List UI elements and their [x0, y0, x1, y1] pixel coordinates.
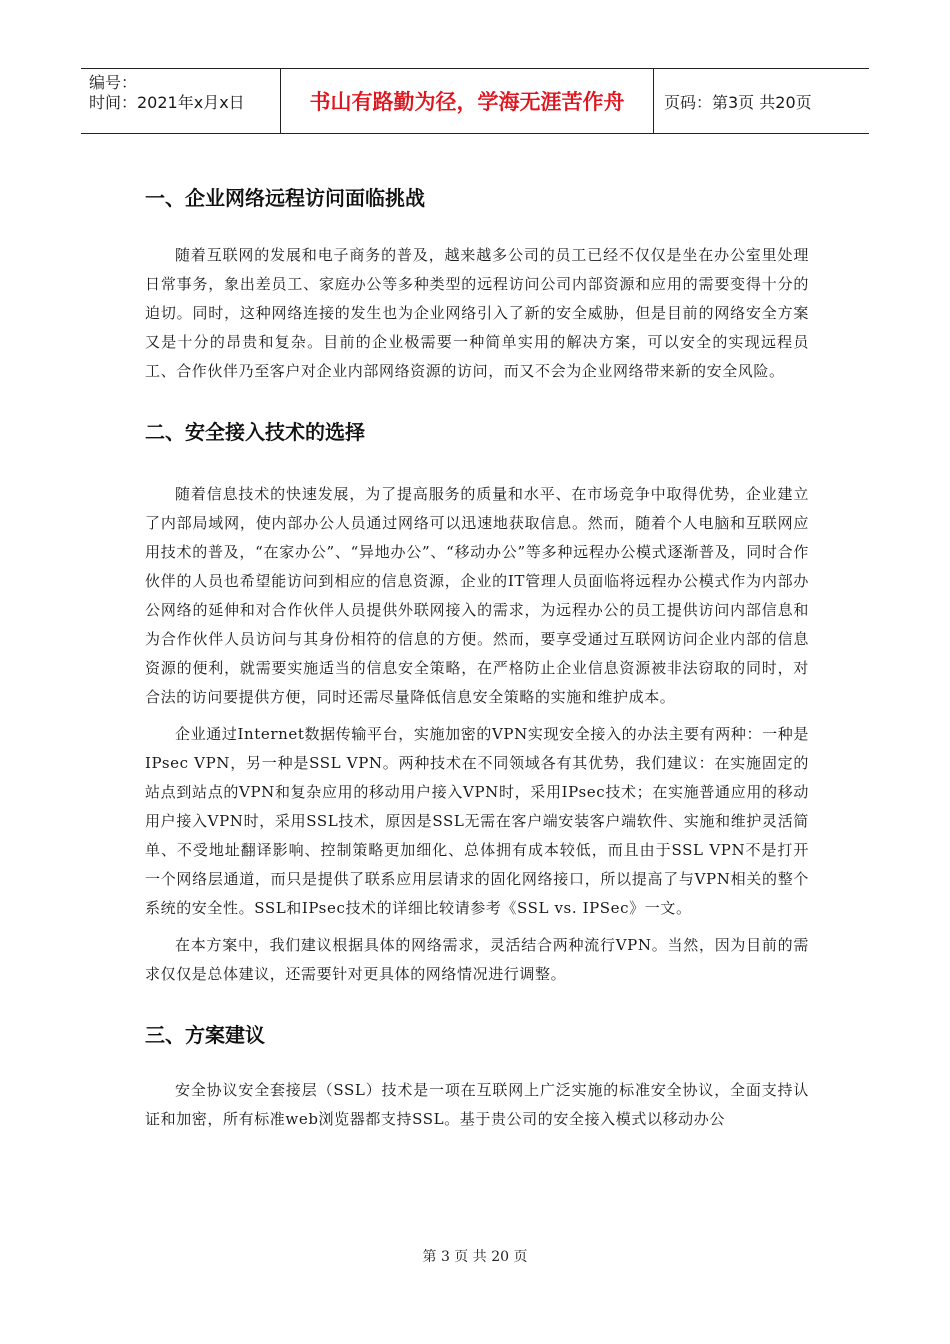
paragraph: 企业通过Internet数据传输平台，实施加密的VPN实现安全接入的办法主要有两种：一种是IPsec VPN，另一种是SSL VPN。两种技术在不同领域各有其优势，我们建议：在实施固定的站点到站点的VPN和复杂应用的移动用户接入VPN时，采用IPsec技术；在实施普通应用的移动用户接入VPN时，采用SSL技术，原因是SSL无需在客户端安装客户端软件、实施和维护灵活简单、不受地址翻译影响、控制策略更加细化、总体拥有成本较低，而且由于SSL VPN不是打开一个网络层通道，而只是提供了联系应用层请求的固化网络接口，所以提高了与VPN相关的整个系统的安全性。SSL和IPsec技术的详细比较请参考《SSL vs. IPSec》一文。: [145, 725, 809, 917]
header-motto: 书山有路勤为径，学海无涯苦作舟: [281, 69, 654, 133]
serial-number-label: 编号：: [89, 73, 138, 92]
section-2: [145, 416, 809, 989]
date-label: 时间：2021年x月x日: [89, 93, 245, 112]
section-3: [145, 1019, 809, 1134]
paragraph: 随着互联网的发展和电子商务的普及，越来越多公司的员工已经不仅仅是坐在办公室里处理日常事务，象出差员工、家庭办公等多种类型的远程访问公司内部资源和应用的需要变得十分的迫切。同时，这种网络连接的发生也为企业网络引入了新的安全威胁，但是目前的网络安全方案又是十分的昂贵和复杂。目前的企业极需要一种简单实用的解决方案，可以安全的实现远程员工、合作伙伴乃至客户对企业内部网络资源的访问，而又不会为企业网络带来新的安全风险。: [145, 246, 809, 380]
document-body: [145, 182, 809, 1134]
header-meta: [81, 69, 281, 133]
page-footer: 第 3 页 共 20 页: [422, 1249, 528, 1265]
section-title: 二、安全接入技术的选择: [145, 420, 365, 444]
paragraph: 安全协议安全套接层（SSL）技术是一项在互联网上广泛实施的标准安全协议，全面支持认证和加密，所有标准web浏览器都支持SSL。基于贵公司的安全接入模式以移动办公: [145, 1081, 809, 1128]
header-page-info: 页码：第3页 共20页: [664, 92, 812, 112]
paragraph: 随着信息技术的快速发展，为了提高服务的质量和水平、在市场竞争中取得优势，企业建立了内部局域网，使内部办公人员通过网络可以迅速地获取信息。然而，随着个人电脑和互联网应用技术的普及，“在家办公”、“异地办公”、“移动办公”等多种远程办公模式逐渐普及，同时合作伙伴的人员也希望能访问到相应的信息资源，企业的IT管理人员面临将远程办公模式作为内部办公网络的延伸和对合作伙伴人员提供外联网接入的需求，为远程办公的员工提供访问内部信息和为合作伙伴人员访问与其身份相符的信息的方便。然而，要享受通过互联网访问企业内部的信息资源的便利，就需要实施适当的信息安全策略，在严格防止企业信息资源被非法窃取的同时，对合法的访问要提供方便，同时还需尽量降低信息安全策略的实施和维护成本。: [145, 485, 809, 706]
section-title: 三、方案建议: [145, 1023, 265, 1047]
page-header: [81, 68, 869, 134]
section-title: 一、企业网络远程访问面临挑战: [145, 186, 425, 210]
section-1: [145, 182, 809, 386]
paragraph: 在本方案中，我们建议根据具体的网络需求，灵活结合两种流行VPN。当然，因为目前的需求仅仅是总体建议，还需要针对更具体的网络情况进行调整。: [145, 936, 809, 983]
